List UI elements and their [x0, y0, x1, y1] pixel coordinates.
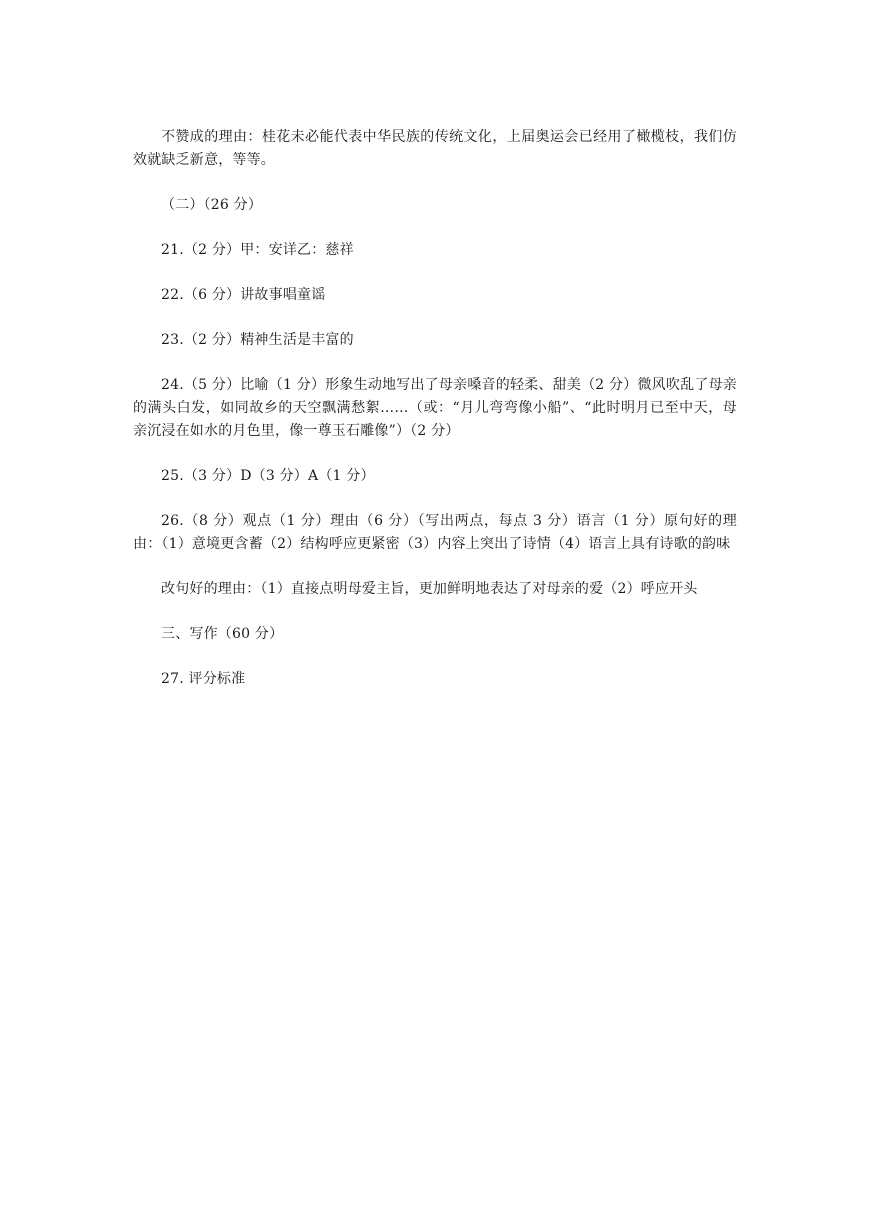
- paragraph-disagree-reason: 不赞成的理由：桂花未必能代表中华民族的传统文化，上届奥运会已经用了橄榄枝，我们仿效就缺乏新意，等等。: [133, 129, 737, 168]
- answer-21: 21.（2 分）甲：安详乙：慈祥: [161, 242, 354, 258]
- section-heading-writing: 三、写作（60 分）: [161, 626, 284, 642]
- section-heading-part-two: （二）（26 分）: [161, 197, 263, 213]
- document-page: [133, 126, 737, 713]
- answer-22: 22.（6 分）讲故事唱童谣: [161, 287, 326, 303]
- answer-26-revised-reason: 改句好的理由：（1）直接点明母爱主旨，更加鲜明地表达了对母亲的爱（2）呼应开头: [161, 581, 698, 597]
- item-27-scoring-standard: 27. 评分标准: [161, 671, 246, 687]
- answer-26: 26.（8 分）观点（1 分）理由（6 分）（写出两点，每点 3 分）语言（1 分）原句好的理由：（1）意境更含蓄（2）结构呼应更紧密（3）内容上突出了诗情（4）语言上具有诗歌的韵味: [133, 513, 737, 552]
- answer-23: 23.（2 分）精神生活是丰富的: [161, 332, 354, 348]
- answer-24: 24.（5 分）比喻（1 分）形象生动地写出了母亲嗓音的轻柔、甜美（2 分）微风吹乱了母亲的满头白发，如同故乡的天空飘满愁絮……（或：“月儿弯弯像小船”、“此时明月已至中天，母亲沉浸在如水的月色里，像一尊玉石雕像”）（2 分）: [133, 377, 737, 439]
- answer-25: 25.（3 分）D（3 分）A（1 分）: [161, 468, 375, 484]
